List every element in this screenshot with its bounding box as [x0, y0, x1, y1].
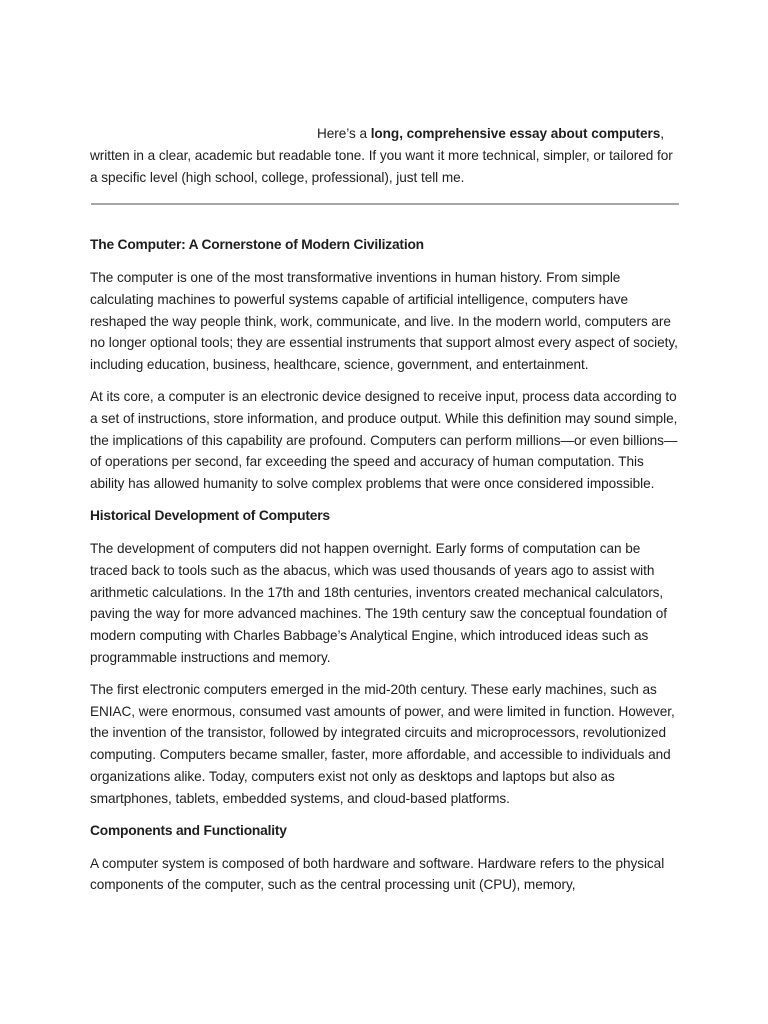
intro-rest: , written in a clear, academic but readable tone. If you want it more technical, simpler, or tailored for a specific level (high school, college, professional), just tell me. — [90, 126, 673, 185]
essay-paragraph: At its core, a computer is an electronic device designed to receive input, process data according to a set of instructions, store information, and produce output. While this definition may sound simple, the implications of this capability are profound. Computers can perform millions—or even billions—of operations per second, far exceeding the speed and accuracy of human computation. This ability has allowed humanity to solve complex problems that were once considered impossible. — [90, 388, 678, 492]
intro-emphasis: long, comprehensive essay about computers — [370, 126, 661, 141]
essay-paragraph: The computer is one of the most transformative inventions in human history. From simple calculating machines to powerful systems capable of artificial intelligence, computers have reshaped the way people think, work, communicate, and live. In the modern world, computers are no longer optional tools; they are essential instruments that support almost every aspect of society, including education, business, healthcare, science, government, and entertainment. — [90, 270, 678, 373]
horizontal-divider — [91, 203, 679, 205]
document-page — [90, 123, 680, 906]
section-heading-history: Historical Development of Computers — [90, 507, 330, 523]
essay-paragraph: The first electronic computers emerged in the mid-20th century. These early machines, such as ENIAC, were enormous, consumed vast amounts of power, and were limited in function. However, the invention of the transistor, followed by integrated circuits and microprocessors, revolutionized computing. Computers became smaller, faster, more affordable, and accessible to individuals and organizations alike. Today, computers exist not only as desktops and laptops but also as smartphones, tablets, embedded systems, and cloud-based platforms. — [90, 681, 675, 806]
essay-paragraph: A computer system is composed of both hardware and software. Hardware refers to the physical components of the computer, such as the central processing unit (CPU), memory, — [90, 855, 665, 893]
section-heading-components: Components and Functionality — [90, 822, 287, 838]
essay-title: The Computer: A Cornerstone of Modern Civilization — [90, 237, 424, 252]
essay-paragraph: The development of computers did not happen overnight. Early forms of computation can be traced back to tools such as the abacus, which was used thousands of years ago to assist with arithmetic calculations. In the 17th and 18th centuries, inventors created mechanical calculators, paving the way for more advanced machines. The 19th century saw the conceptual foundation of modern computing with Charles Babbage’s Analytical Engine, which introduced ideas such as programmable instructions and memory. — [90, 540, 668, 665]
intro-paragraph — [90, 123, 680, 189]
intro-lead: Here’s a — [317, 126, 371, 141]
